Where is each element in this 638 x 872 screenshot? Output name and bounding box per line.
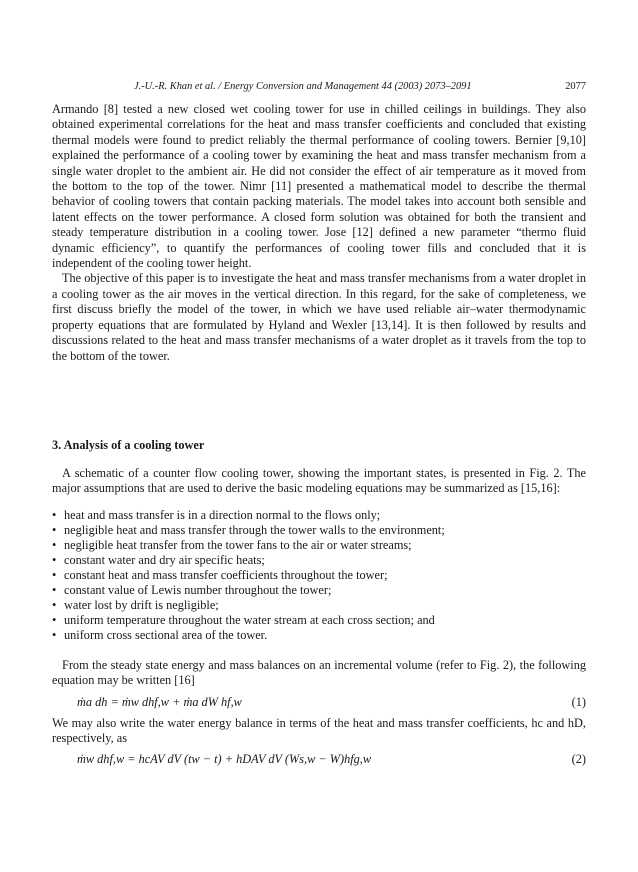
assumptions-list (52, 508, 586, 643)
running-title: J.-U.-R. Khan et al. / Energy Conversion and Management 44 (2003) 2073–2091 (134, 81, 472, 92)
bullet-icon: • (52, 582, 57, 597)
equation-2-number: (2) (571, 752, 586, 767)
section-3-paragraph-3: We may also write the water energy balance in terms of the heat and mass transfer coefficients, hc and hD, respectively, as (52, 715, 586, 746)
list-item: • water lost by drift is negligible; (52, 597, 219, 612)
list-item: • constant water and dry air specific heats; (52, 552, 265, 567)
section-heading: 3. Analysis of a cooling tower (52, 438, 205, 452)
list-item: • uniform temperature throughout the water stream at each cross section; and (52, 612, 435, 627)
section-3-paragraph-1: A schematic of a counter flow cooling tower, showing the important states, is presented in Fig. 2. The major assumptions that are used to derive the basic modeling equations may be summarized as [15,16]: (52, 466, 586, 496)
list-item: • negligible heat and mass transfer through the tower walls to the environment; (52, 522, 445, 537)
bullet-icon: • (52, 552, 57, 567)
equation-1 (52, 693, 586, 712)
page-number: 2077 (565, 81, 586, 92)
bullet-icon: • (52, 537, 57, 552)
intro-section (52, 102, 586, 364)
equation-1-body: ṁa dh = ṁw dhf,w + ṁa dW hf,w (77, 694, 242, 709)
equation-1-number: (1) (571, 694, 586, 709)
list-item: • negligible heat transfer from the tower fans to the air or water streams; (52, 537, 412, 552)
bullet-icon: • (52, 507, 57, 522)
list-item: • uniform cross sectional area of the tower. (52, 627, 268, 642)
intro-paragraph-1: Armando [8] tested a new closed wet cooling tower for use in chilled ceilings in buildings. They also obtained experimental correlations for the heat and mass transfer coefficients and concluded that existing thermal models were found to predict reliably the thermal performance of cooling towers. Bernier [9,10] explained the performance of a cooling tower by examining the heat and mass transfer mechanism from a single water droplet to the ambient air. He did not consider the effect of air temperature as it moved from the bottom to the top of the tower. Nimr [11] presented a mathematical model to describe the thermal behavior of cooling towers that contain packing materials. The model takes into account both sensible and latent effects on the tower performance. A closed form solution was obtained for both the transient and steady temperature distribution in a cooling tower. Jose [12] defined a new parameter “thermo fluid dynamic efficiency”, to quantify the performances of cooling tower fills and concluded that it is independent of the cooling tower height. (52, 102, 586, 271)
list-item: • constant value of Lewis number throughout the tower; (52, 582, 332, 597)
equation-2-body: ṁw dhf,w = hcAV dV (tw − t) + hDAV dV (Ws,w − W)hfg,w (77, 752, 372, 767)
intro-paragraph-2: The objective of this paper is to investigate the heat and mass transfer mechanisms from a water droplet in a cooling tower as the air moves in the vertical direction. In this regard, for the sake of completeness, we first discuss briefly the model of the tower, in which we have used reliable air–water thermodynamic property equations that are formulated by Hyland and Wexler [13,14]. It is then followed by results and discussions related to the heat and mass transfer mechanisms of a water droplet as it travels from the top to the bottom of the tower. (52, 271, 586, 363)
bullet-icon: • (52, 627, 57, 642)
equation-2 (52, 750, 586, 769)
section-3-body (52, 466, 586, 773)
list-item: • constant heat and mass transfer coefficients throughout the tower; (52, 567, 388, 582)
bullet-icon: • (52, 597, 57, 612)
bullet-icon: • (52, 612, 57, 627)
bullet-icon: • (52, 567, 57, 582)
bullet-icon: • (52, 522, 57, 537)
list-item: • heat and mass transfer is in a direction normal to the flows only; (52, 507, 381, 522)
section-3-paragraph-2: From the steady state energy and mass balances on an incremental volume (refer to Fig. 2), the following equation may be written [16] (52, 657, 586, 688)
